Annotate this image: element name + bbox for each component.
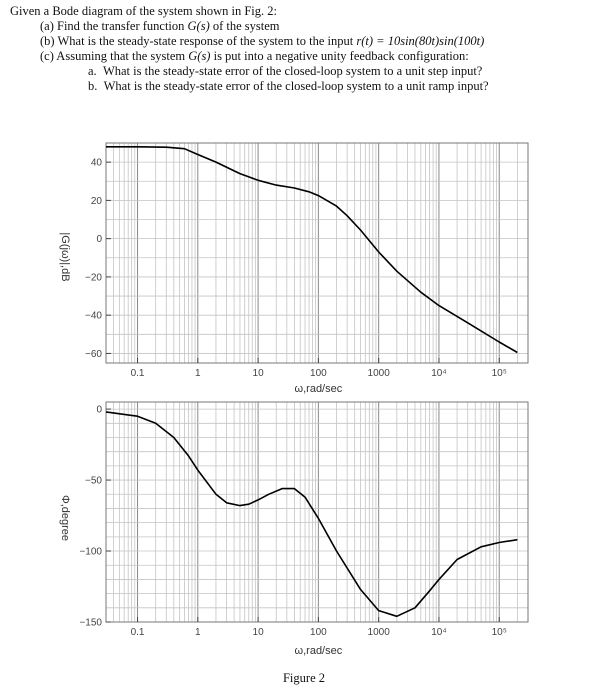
phase-xtick-label: 10⁵ <box>491 627 507 638</box>
question-a <box>10 19 600 34</box>
intro-text: Given a Bode diagram of the system shown in Fig. 2: <box>10 4 277 18</box>
magnitude-xtick-label: 10⁴ <box>431 368 447 379</box>
phase-ylabel: Φ,degree <box>59 494 71 542</box>
phase-plot-group <box>59 402 528 657</box>
question-c-g: G(s) <box>188 49 211 63</box>
phase-ytick-label: −150 <box>79 617 102 629</box>
magnitude-ytick-label: −40 <box>85 310 102 322</box>
question-c-item-a <box>10 64 600 79</box>
phase-frame <box>106 402 528 622</box>
phase-xtick-label: 10 <box>252 627 264 638</box>
question-c-item-b-marker: b. <box>88 79 98 93</box>
magnitude-xtick-label: 0.1 <box>130 368 145 379</box>
magnitude-frame <box>106 143 528 363</box>
magnitude-ytick-label: 20 <box>90 195 102 207</box>
magnitude-xtick-label: 10 <box>252 368 264 379</box>
phase-xtick-label: 0.1 <box>130 627 145 638</box>
magnitude-xtick-label: 1 <box>195 368 201 379</box>
magnitude-ylabel: |G(jω)|,dB <box>59 232 71 282</box>
question-c <box>10 49 600 64</box>
question-b <box>10 34 600 49</box>
phase-ytick-label: −100 <box>79 546 102 558</box>
question-c-item-b <box>10 79 600 94</box>
magnitude-ytick-label: 0 <box>96 234 102 246</box>
question-c-item-b-text: What is the steady-state error of the closed-loop system to a unit ramp input? <box>103 79 489 93</box>
question-c-item-a-text: What is the steady-state error of the closed-loop system to a unit step input? <box>102 64 483 78</box>
phase-xlabel: ω,rad/sec <box>294 645 343 657</box>
question-b-input: r(t) = 10sin(80t)sin(100t) <box>356 34 485 48</box>
magnitude-ytick-label: 40 <box>90 157 102 169</box>
magnitude-ytick-label: −20 <box>85 272 102 284</box>
magnitude-ytick-label: −60 <box>85 348 102 360</box>
phase-curve <box>106 412 517 616</box>
magnitude-xtick-label: 1000 <box>367 368 390 379</box>
question-b-prefix: (b) What is the steady-state response of the system to the input <box>40 34 357 48</box>
magnitude-xlabel: ω,rad/sec <box>294 383 343 395</box>
question-a-prefix: (a) Find the transfer function <box>40 19 188 33</box>
magnitude-curve <box>106 147 517 353</box>
question-c-prefix: (c) Assuming that the system <box>40 49 189 63</box>
question-c-item-a-marker: a. <box>88 64 97 78</box>
phase-xtick-label: 100 <box>310 627 327 638</box>
question-a-g: G(s) <box>187 19 210 33</box>
question-c-suffix: is put into a negative unity feedback configuration: <box>210 49 469 63</box>
figure-caption: Figure 2 <box>282 671 325 685</box>
phase-xtick-label: 10⁴ <box>431 627 447 638</box>
phase-ytick-label: 0 <box>96 404 102 416</box>
phase-xtick-label: 1 <box>195 627 201 638</box>
magnitude-plot-group <box>59 143 528 395</box>
problem-statement <box>10 4 600 94</box>
phase-xtick-label: 1000 <box>367 627 390 638</box>
phase-ytick-label: −50 <box>85 475 102 487</box>
magnitude-xtick-label: 100 <box>310 368 327 379</box>
question-a-suffix: of the system <box>209 19 280 33</box>
magnitude-xtick-label: 10⁵ <box>491 368 507 379</box>
